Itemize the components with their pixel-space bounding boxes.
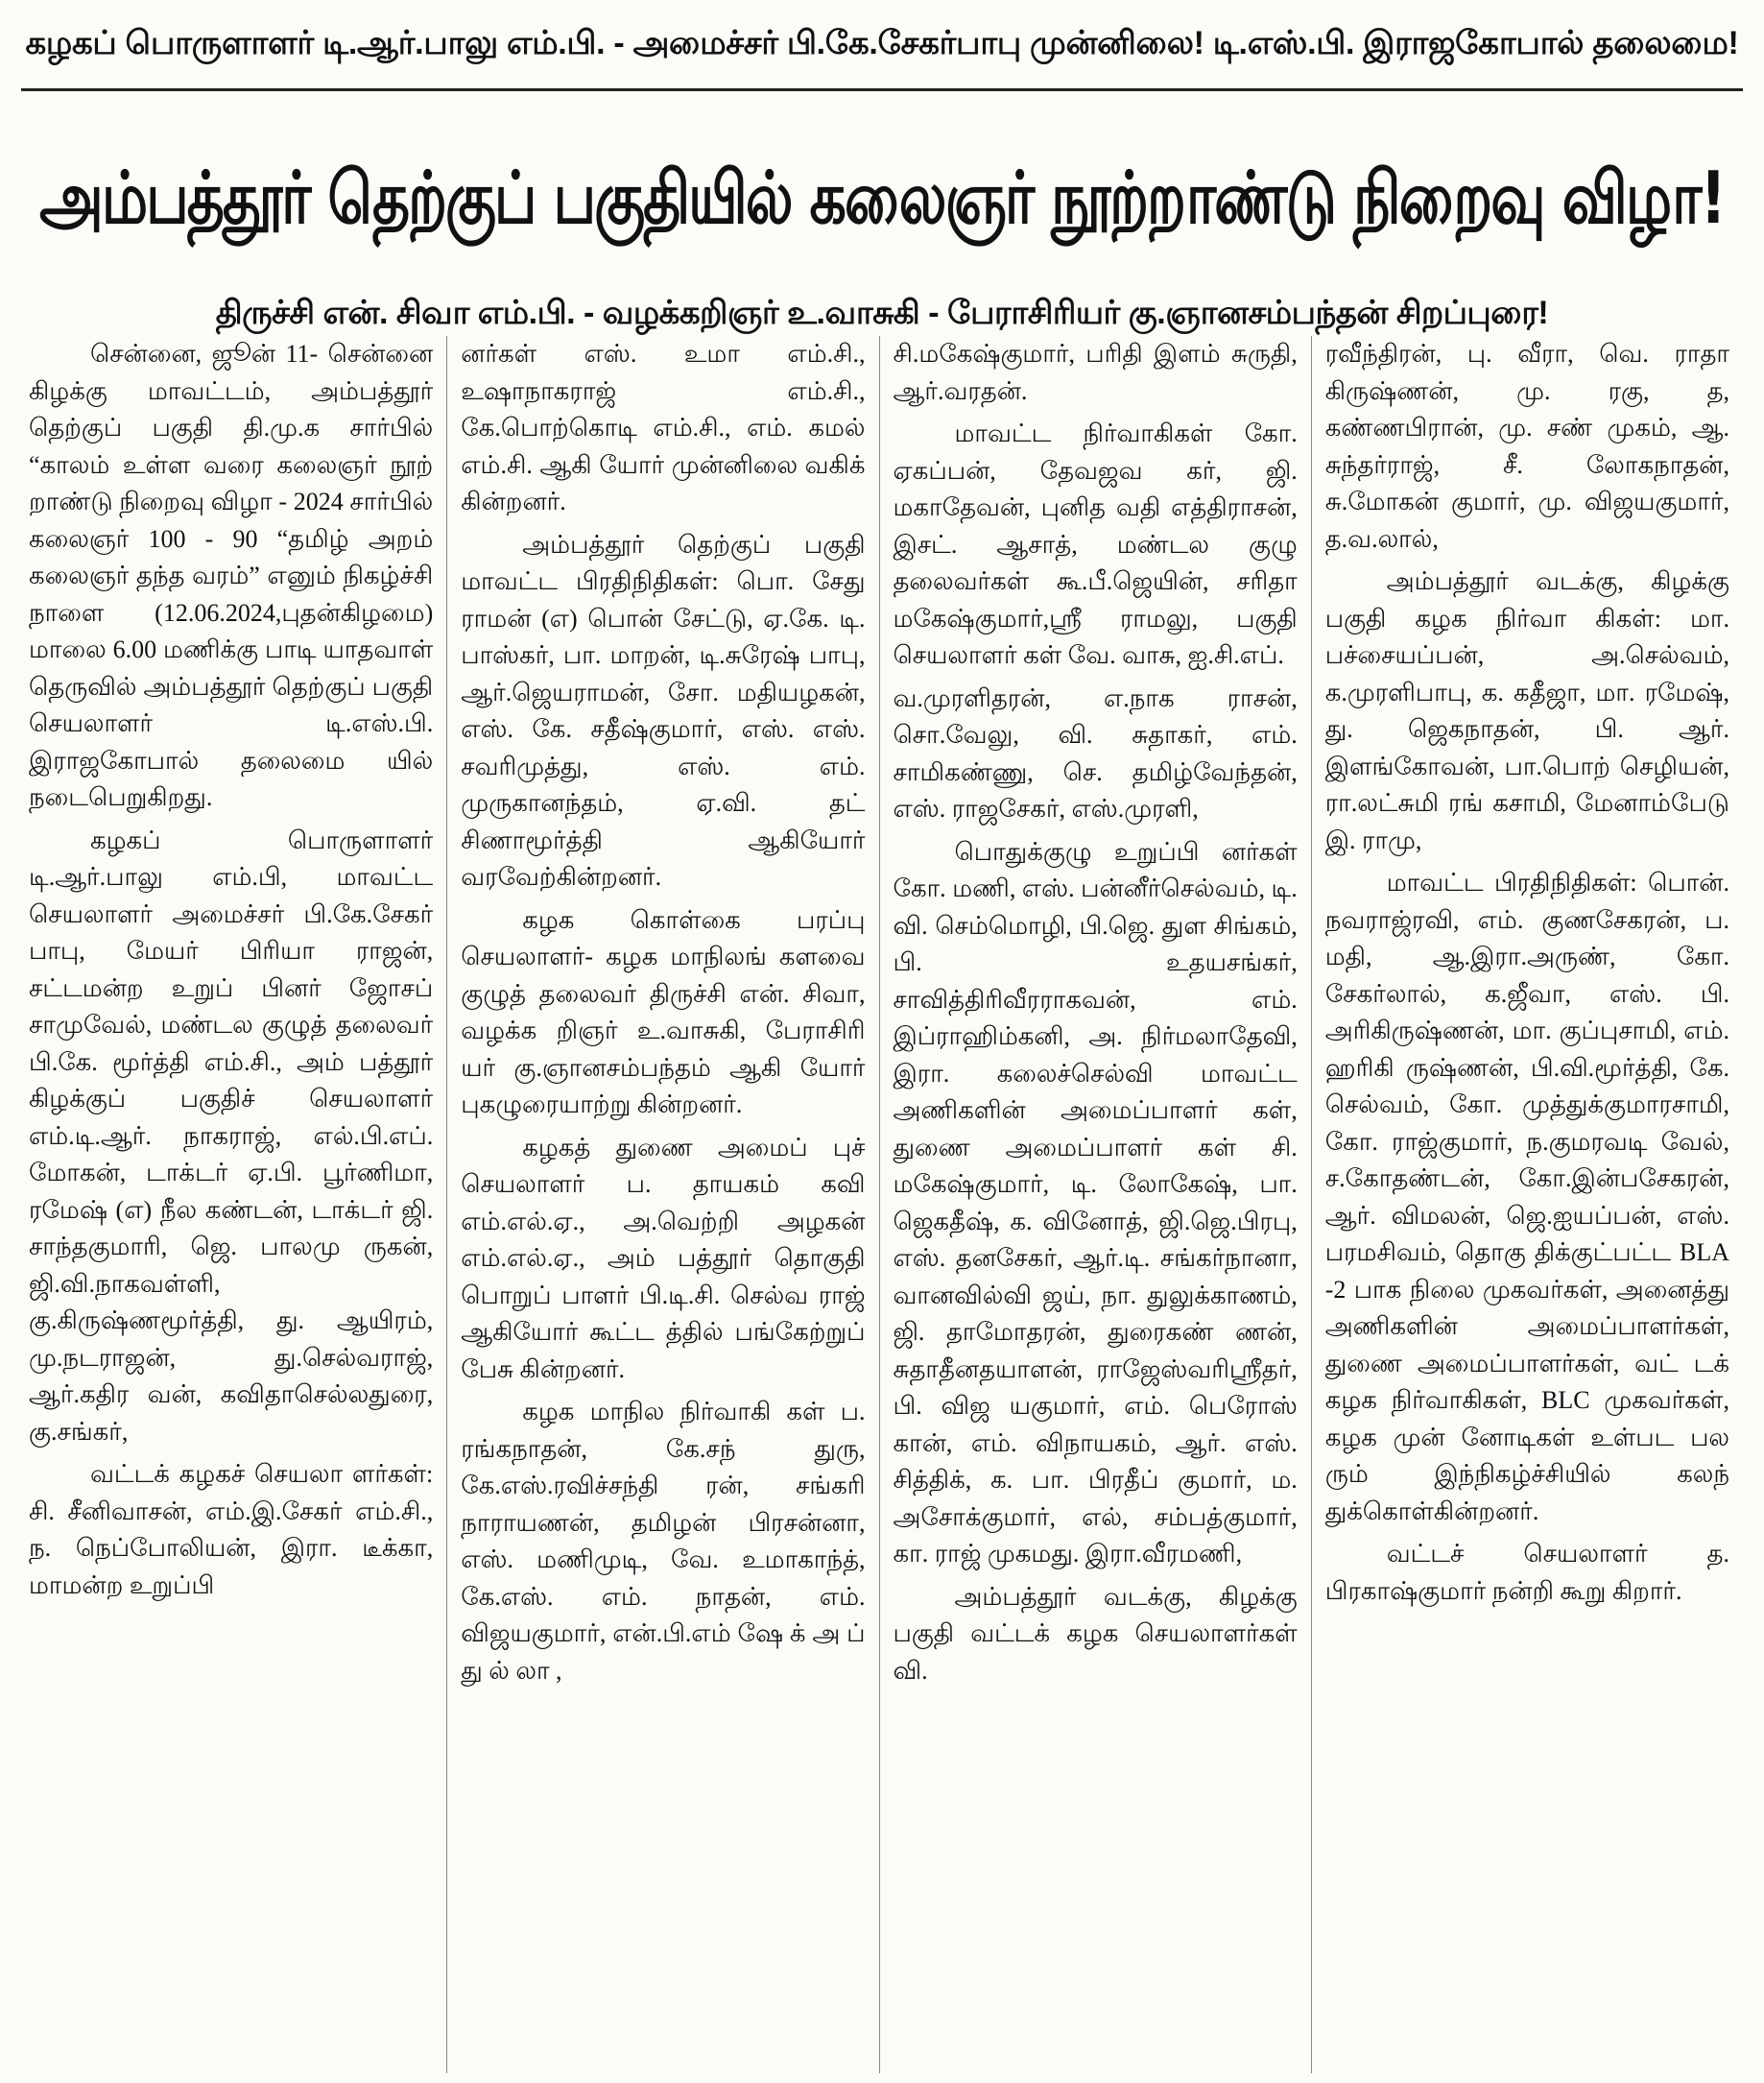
headline: அம்பத்தூர் தெற்குப் பகுதியில் கலைஞர் நூற்றாண்டு நிறைவு விழா! <box>39 156 1725 241</box>
paragraph: பொதுக்குழு உறுப்பி னர்கள் கோ. மணி, எஸ். பன்னீர்செல்வம், டி. வி. செம்மொழி, பி.ஜெ. துள சிங்கம், பி. உதயசங்கர், சாவித்திரிவீரராகவன், எம். இப்ராஹிம்கனி, அ. நிர்மலாதேவி, இரா. கலைச்செல்வி மாவட்ட அணிகளின் அமைப்பாளர் கள், துணை அமைப்பாளர் கள் சி. மகேஷ்குமார், டி. லோகேஷ், பா. ஜெகதீஷ், க. வினோத், ஜி.ஜெ.பிரபு, எஸ். தனசேகர், ஆர்.டி. சங்கர்நானா, வானவில்வி ஜய், நா. துலுக்காணம், ஜி. தாமோதரன், துரைகண் ணன், சுதாதீனதயாளன், ராஜேஸ்வரிஸ்ரீதர், பி. விஜ யகுமார், எம். பெரோஸ் கான், எம். விநாயகம், ஆர். எஸ். சித்திக், க. பா. பிரதீப் குமார், ம. அசோக்குமார், எல், சம்பத்குமார், கா. ராஜ் முகமது. இரா.வீரமணி, <box>893 837 1298 1568</box>
paragraph: அம்பத்தூர் வடக்கு, கிழக்கு பகுதி கழக நிர்வா கிகள்: மா. பச்சையப்பன், அ.செல்வம், க.முரளிபாபு, க. கதீஜா, மா. ரமேஷ், து. ஜெகநாதன், பி. ஆர். இளங்கோவன், பா.பொற் செழியன், ரா.லட்சுமி ரங் கசாமி, மேனாம்பேடு இ. ராமு, <box>1324 567 1729 854</box>
paragraph: னர்கள் எஸ். உமா எம்.சி., உஷாநாகராஜ் எம்.சி., கே.பொற்கொடி எம்.சி., எம். கமல் எம்.சி. ஆகி யோர் முன்னிலை வகிக் கின்றனர். <box>461 340 866 515</box>
paragraph: அம்பத்தூர் வடக்கு, கிழக்கு பகுதி வட்டக் கழக செயலாளர்கள் வி. <box>893 1582 1298 1685</box>
paragraph: மாவட்ட நிர்வாகிகள் கோ. ஏகப்பன், தேவஜவ கர், ஜி. மகாதேவன், புனித வதி எத்திராசன், இசட். ஆசாத், மண்டல குழு தலைவர்கள் கூ.பீ.ஜெயின், சரிதா மகேஷ்குமார்,ஸ்ரீ ராமலு, பகுதி செயலாளர் கள் வே. வாசு, ஐ.சி.எப். <box>893 419 1298 669</box>
paragraph: வட்டச் செயலாளர் த. பிரகாஷ்குமார் நன்றி கூறு கிறார். <box>1324 1540 1729 1605</box>
paragraph: அம்பத்தூர் தெற்குப் பகுதி மாவட்ட பிரதிநிதிகள்: பொ. சேது ராமன் (எ) பொன் சேட்டு, ஏ.கே. டி. பாஸ்கர், பா. மாறன், டி.சுரேஷ் பாபு, ஆர்.ஜெயராமன், சோ. மதியழகன், எஸ். கே. சதீஷ்குமார், எஸ். எஸ். சவரிமுத்து, எஸ். எம். முருகானந்தம், ஏ.வி. தட் சிணாமூர்த்தி ஆகியோர் வரவேற்கின்றனர். <box>461 530 866 891</box>
paragraph: ரவீந்திரன், பு. வீரா, வெ. ராதா கிருஷ்ணன், மு. ரகு, த, கண்ணபிரான், மு. சண் முகம், ஆ. சுந்தர்ராஜ், சீ. லோகநாதன், சு.மோகன் குமார், மு. விஜயகுமார், த.வ.லால், <box>1324 340 1729 553</box>
subheadline: திருச்சி என். சிவா எம்.பி. - வழக்கறிஞர் உ.வாசுகி - பேராசிரியர் கு.ஞானசம்பந்தன் சிறப்புரை! <box>215 294 1549 331</box>
paragraph: கழகப் பொருளாளர் டி.ஆர்.பாலு எம்.பி, மாவட்ட செயலாளர் அமைச்சர் பி.கே.சேகர் பாபு, மேயர் பிரியா ராஜன், சட்டமன்ற உறுப் பினர் ஜோசப் சாமுவேல், மண்டல குழுத் தலைவர் பி.கே. மூர்த்தி எம்.சி., அம் பத்தூர் கிழக்குப் பகுதிச் செயலாளர் எம்.டி.ஆர். நாகராஜ், எல்.பி.எப். மோகன், டாக்டர் ஏ.பி. பூர்ணிமா, ரமேஷ் (எ) நீல கண்டன், டாக்டர் ஜி. சாந்தகுமாரி, ஜெ. பாலமு ருகன், ஜி.வி.நாகவள்ளி, கு.கிருஷ்ணமூர்த்தி, து. ஆயிரம், மு.நடராஜன், து.செல்வராஜ், ஆர்.கதிர வன், கவிதாசெல்லதுரை, கு.சங்கர், <box>29 826 434 1446</box>
kicker-line: கழகப் பொருளாளர் டி.ஆர்.பாலு எம்.பி. - அமைச்சர் பி.கே.சேகர்பாபு முன்னிலை! டி.எஸ்.பி. இராஜகோபால் தலைமை! <box>25 24 1739 61</box>
paragraph: வ.முரளிதரன், எ.நாக ராசன், சொ.வேலு, வி. சுதாகர், எம். சாமிகண்ணு, செ. தமிழ்வேந்தன், எஸ். ராஜசேகர், எஸ்.முரளி, <box>893 683 1298 823</box>
paragraph: கழகத் துணை அமைப் புச் செயலாளர் ப. தாயகம் கவி எம்.எல்.ஏ., அ.வெற்றி அழகன் எம்.எல்.ஏ., அம் பத்தூர் தொகுதி பொறுப் பாளர் பி.டி.சி. செல்வ ராஜ் ஆகியோர் கூட்ட த்தில் பங்கேற்றுப் பேசு கின்றனர். <box>461 1133 866 1383</box>
paragraph: சென்னை, ஜூன் 11- சென்னை கிழக்கு மாவட்டம், அம்பத்தூர் தெற்குப் பகுதி தி.மு.க சார்பில் “காலம் உள்ள வரை கலைஞர் நூற் றாண்டு நிறைவு விழா - 2024 சார்பில் கலைஞர் 100 - 90 “தமிழ் அறம் கலைஞர் தந்த வரம்” எனும் நிகழ்ச்சி நாளை (12.06.2024,புதன்கிழமை) மாலை 6.00 மணிக்கு பாடி யாதவாள் தெருவில் அம்பத்தூர் தெற்குப் பகுதி செயலாளர் டி.எஸ்.பி. இராஜகோபால் தலைமை யில் நடைபெறுகிறது. <box>29 340 434 811</box>
column-1 <box>21 336 446 2073</box>
paragraph: மாவட்ட பிரதிநிதிகள்: பொன். நவராஜ்ரவி, எம். குணசேகரன், ப. மதி, ஆ.இரா.அருண், கோ. சேகர்லால், க.ஜீவா, எஸ். பி. அரிகிருஷ்ணன், மா. குப்புசாமி, எம். ஹரிகி ருஷ்ணன், பி.வி.மூர்த்தி, கே. செல்வம், கோ. முத்துக்குமாரசாமி, கோ. ராஜ்குமார், ந.குமரவடி வேல், ச.கோதண்டன், கோ.இன்பசேகரன், ஆர். விமலன், ஜெ.ஐயப்பன், எஸ். பரமசிவம், தொகு திக்குட்பட்ட BLA -2 பாக நிலை முகவர்கள், அனைத்து அணிகளின் அமைப்பாளர்கள், துணை அமைப்பாளர்கள், வட் டக் கழக நிர்வாகிகள், BLC முகவர்கள், கழக முன் னோடிகள் உள்பட பல ரும் இந்நிகழ்ச்சியில் கலந் துக்கொள்கின்றனர். <box>1324 869 1729 1525</box>
paragraph: கழக மாநில நிர்வாகி கள் ப. ரங்கநாதன், கே.சந் துரு, கே.எஸ்.ரவிச்சந்தி ரன், சங்கரி நாராயணன், தமிழன் பிரசன்னா, எஸ். மணிமுடி, வே. உமாகாந்த், கே.எஸ். எம். நாதன், எம். விஜயகுமார், என்.பி.எம் ஷே க் அ ப் து ல் லா , <box>461 1398 866 1685</box>
paragraph: சி.மகேஷ்குமார், பரிதி இளம் சுருதி, ஆர்.வரதன். <box>893 340 1298 405</box>
column-4 <box>1311 336 1743 2073</box>
paragraph: வட்டக் கழகச் செயலா ளர்கள்: சி. சீனிவாசன், எம்.இ.சேகர் எம்.சி., ந. நெப்போலியன், இரா. டீக்கா, மாமன்ற உறுப்பி <box>29 1460 434 1599</box>
paragraph: கழக கொள்கை பரப்பு செயலாளர்- கழக மாநிலங் களவை குழுத் தலைவர் திருச்சி என். சிவா, வழக்க றிஞர் உ.வாசுகி, பேராசிரி யர் கு.ஞானசம்பந்தம் ஆகி யோர் புகழுரையாற்று கின்றனர். <box>461 905 866 1118</box>
column-3 <box>879 336 1311 2073</box>
article-body <box>21 336 1743 2073</box>
column-2 <box>446 336 878 2073</box>
kicker-divider <box>21 88 1743 91</box>
